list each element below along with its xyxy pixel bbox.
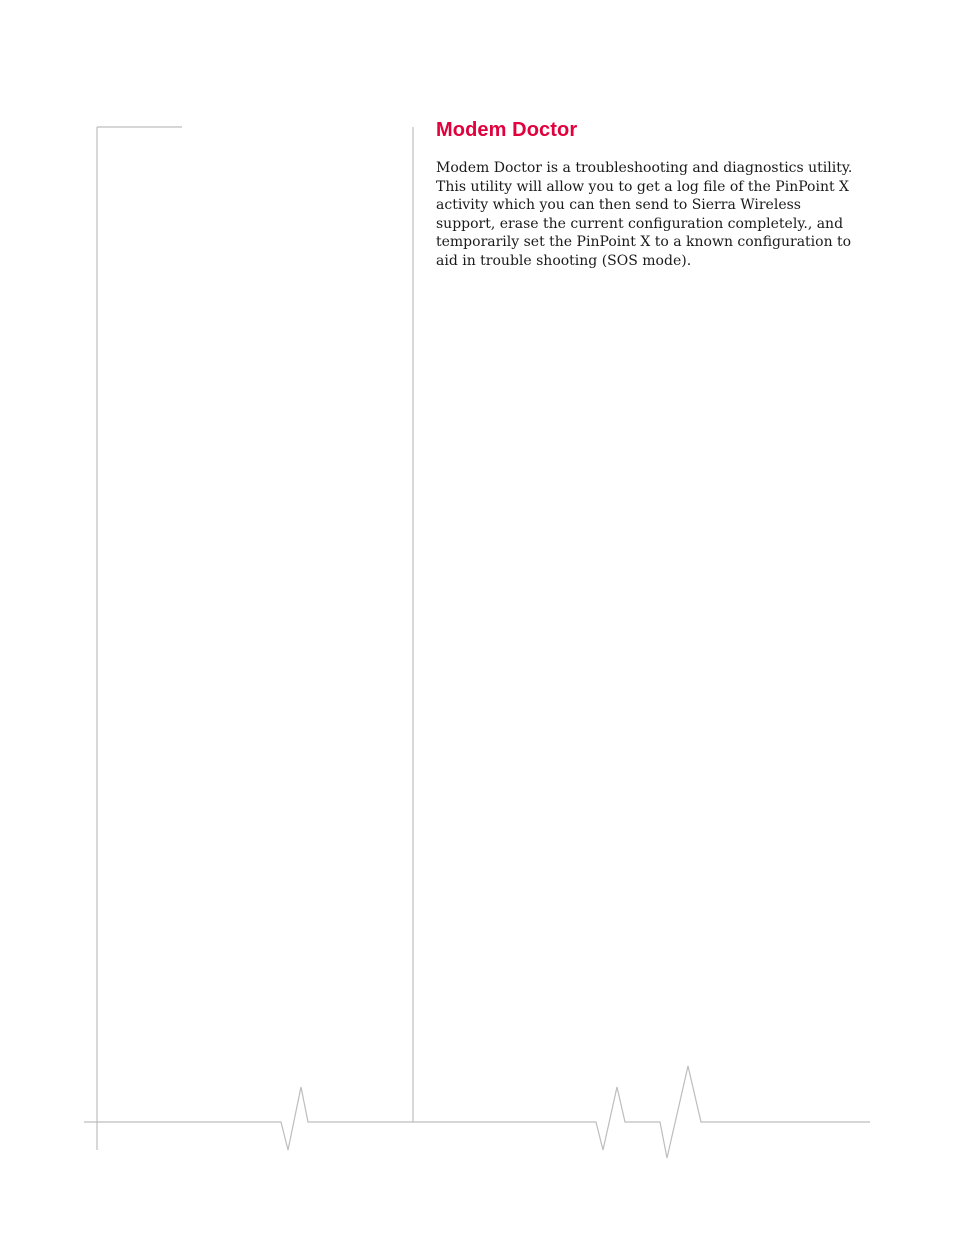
section-body-text: Modem Doctor is a troubleshooting and diagnostics utility. This utility will allow you to get a log file of the PinPoint X activity which you can then send to Sierra Wireless support, erase the current configuration completely., and temporarily set the PinPoint X to a known configuration to aid in trouble shooting (SOS mode). — [436, 160, 853, 269]
footer-heartbeat-line — [84, 1066, 870, 1158]
section-title: Modem Doctor — [436, 119, 578, 141]
